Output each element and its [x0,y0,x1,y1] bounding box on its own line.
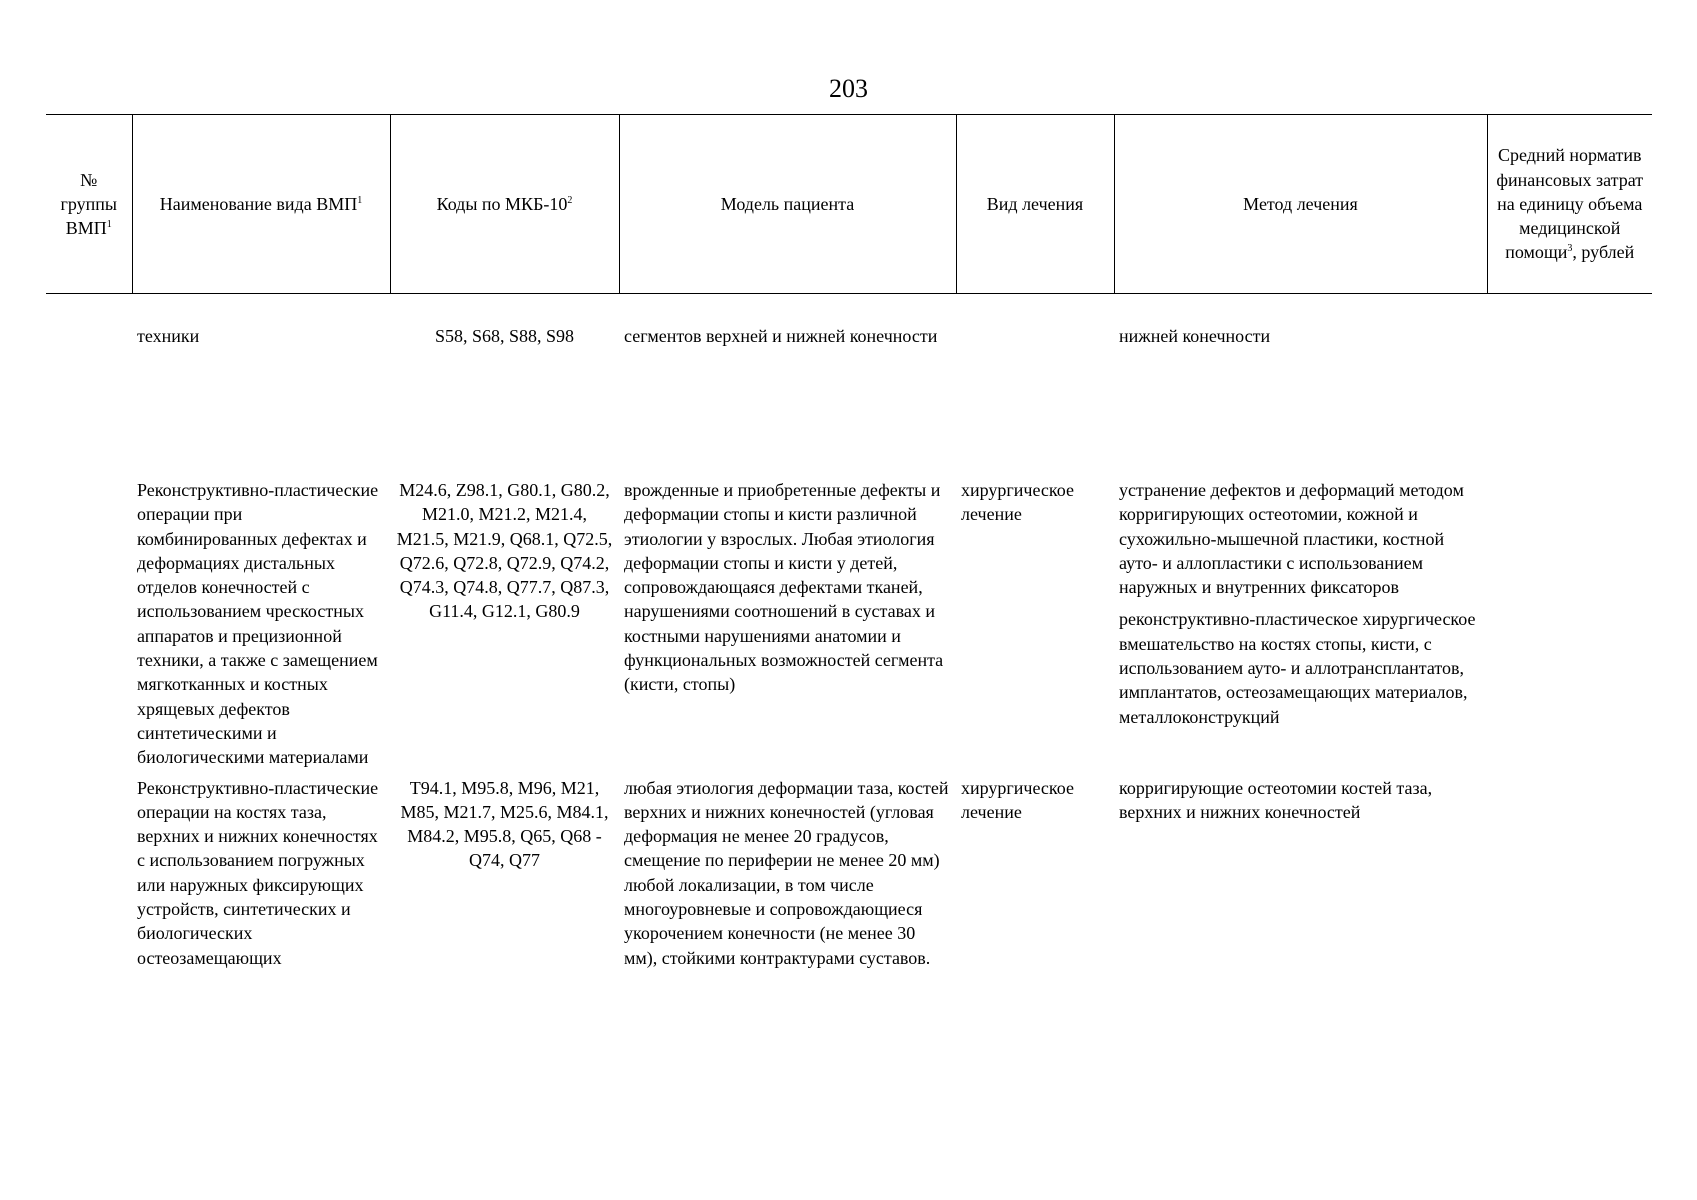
cell-name: техники [137,326,200,346]
method-item: реконструктивно-пластическое хирургическое вмешательство на костях стопы, кисти, с использованием ауто- и аллотрансплантатов, имплантатов, остеозамещающих материалов, металлоконструкций [1119,609,1476,727]
cell-type [956,294,1114,479]
table-header-row [46,115,1652,294]
method-item: устранение дефектов и деформаций методом корригирующих остеотомии, кожной и сухожильно-мышечной пластики, костной ауто- и аллопластики с использованием наружных и внутренних фиксаторов [1119,480,1464,598]
table-row [46,294,1652,479]
header-cost: Средний норматив финансовых затрат на единицу объема медицинской помощи$^3$, рублей [1487,115,1652,294]
header-patient-model: Модель пациента [619,115,956,294]
cell-group [46,478,132,770]
cell-model: сегментов верхней и нижней конечности [624,326,938,346]
method-item: корригирующие остеотомии костей таза, верхних и нижних конечностей [1119,777,1433,822]
cell-group [46,294,132,479]
header-name: Наименование вида ВМП$^1$ [132,115,390,294]
cell-cost [1487,478,1652,770]
cell-codes: M24.6, Z98.1, G80.1, G80.2, M21.0, M21.2, M21.4, M21.5, M21.9, Q68.1, Q72.5, Q72.6, Q72.8, Q72.9, Q74.2, Q74.3, Q74.8, Q77.7, Q87.3, G11.4, G12.1, G80.9 [396,480,613,622]
cell-model: любая этиология деформации таза, костей верхних и нижних конечностей (угловая деформация не менее 20 градусов, смещение по периферии не менее 20 мм) любой локализации, в том числе многоуровневые и сопровождающиеся укорочением конечности (не менее 30 мм), стойкими контрактурами суставов. [624,777,949,968]
cell-codes: S58, S68, S88, S98 [434,326,575,346]
cell-model: врожденные и приобретенные дефекты и деформации стопы и кисти различной этиологии у взрослых. Любая этиология деформации стопы и кисти у детей, сопровождающаяся дефектами тканей, нарушениями соотношений в суставах и костными нарушениями анатомии и функциональных возможностей сегмента (кисти, стопы) [624,480,944,695]
cell-method [1114,294,1487,479]
cell-method [1114,478,1487,770]
cell-type: хирургическое лечение [961,777,1074,822]
cell-name: Реконструктивно-пластические операции при комбинированных дефектах и деформациях дистальных отделов конечностей с использованием чрескостных аппаратов и прецизионной техники, а также с замещением мягкотканных и костных хрящевых дефектов синтетическими и биологическими материалами [137,480,379,768]
cell-group [46,770,132,970]
header-codes: Коды по МКБ-$10^2$ [390,115,619,294]
cell-name: Реконструктивно-пластические операции на костях таза, верхних и нижних конечностях с использованием погружных или наружных фиксирующих устройств, синтетических и биологических остеозамещающих [137,777,379,968]
header-group-no: № группы ВМП$^1$ [46,115,132,294]
header-method: Метод лечения [1114,115,1487,294]
page-number: 203 [829,74,868,103]
method-item: нижней конечности [1119,326,1271,346]
table-row [46,770,1652,970]
cell-cost [1487,294,1652,479]
cell-method [1114,770,1487,970]
header-treatment-type: Вид лечения [956,115,1114,294]
cell-codes: T94.1, M95.8, M96, M21, M85, M21.7, M25.6, M84.1, M84.2, M95.8, Q65, Q68 - Q74, Q77 [400,777,609,871]
cell-cost [1487,770,1652,970]
cell-type: хирургическое лечение [961,480,1074,525]
vmp-table [46,114,1652,970]
table-row [46,478,1652,770]
